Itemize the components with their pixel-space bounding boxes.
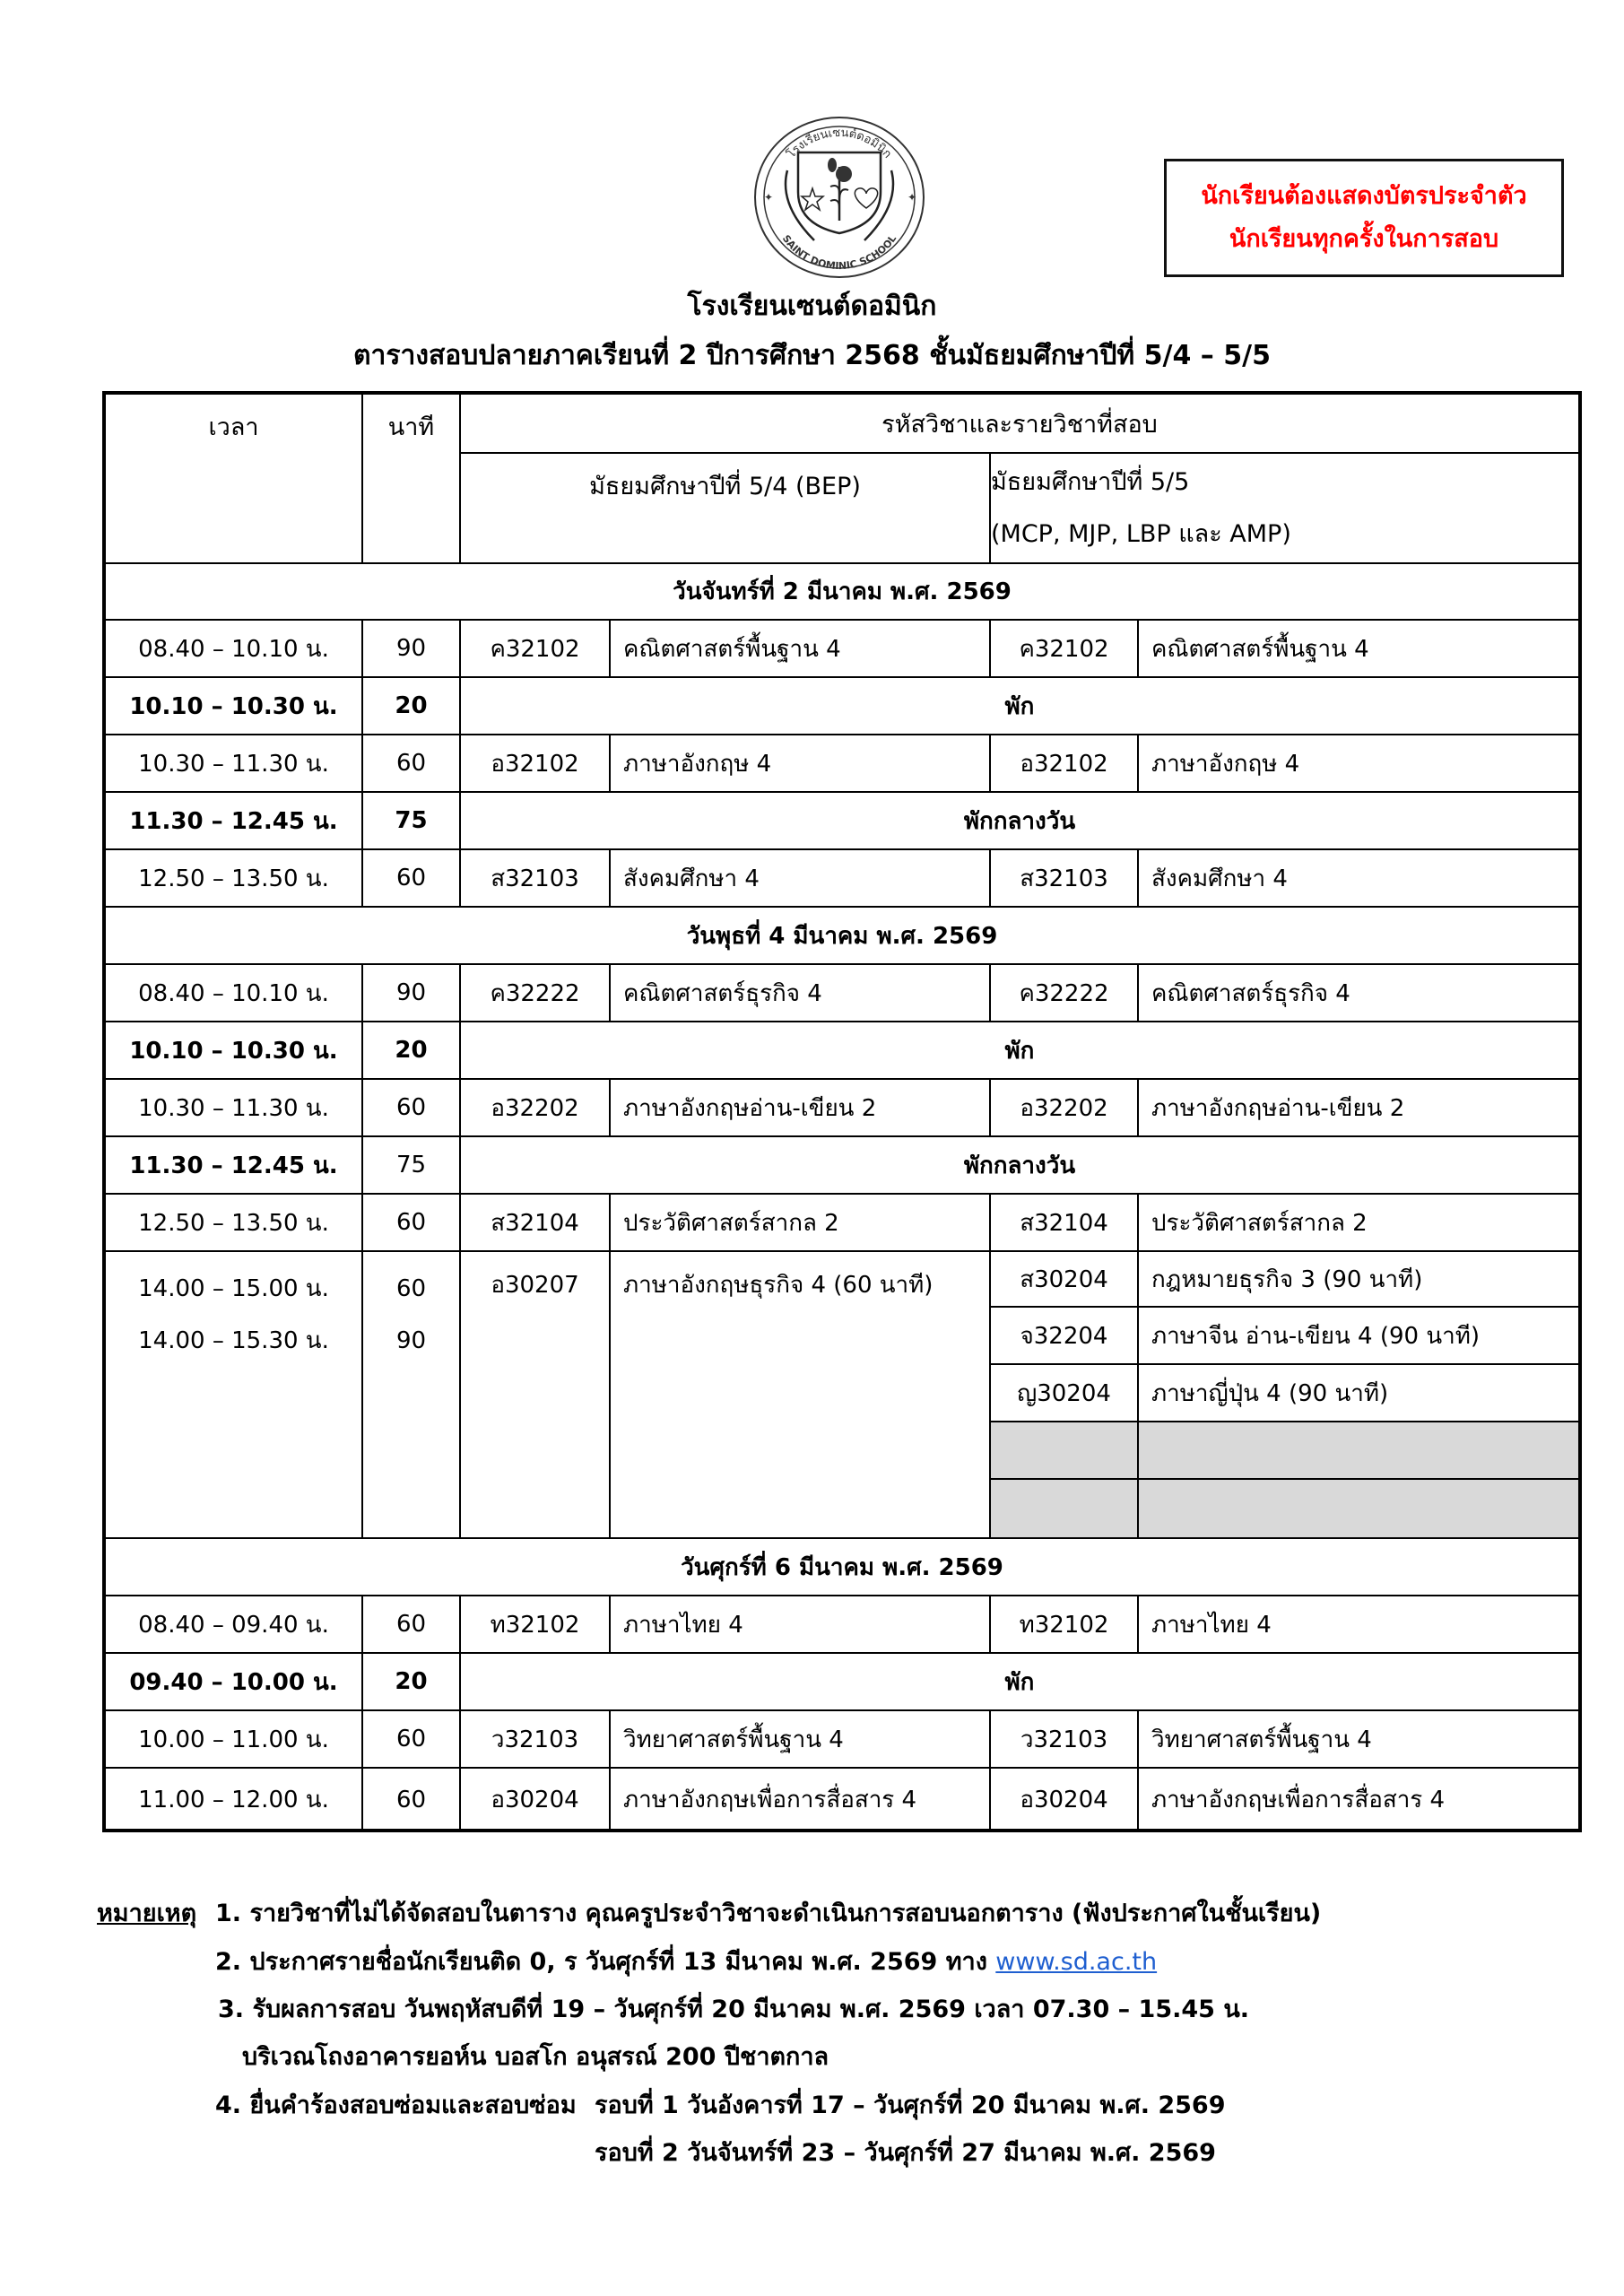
day-header-wednesday: วันพุธที่ 4 มีนาคม พ.ศ. 2569	[104, 906, 1580, 965]
empty-code-cell	[989, 1478, 1139, 1539]
time-cell: 12.50 – 13.50 น.	[104, 1193, 363, 1252]
column-header-subjects: รหัสวิชาและรายวิชาที่สอบ	[459, 393, 1580, 454]
column-header-minutes: นาที	[361, 393, 461, 564]
group-a-subject: ประวัติศาสตร์สากล 2	[609, 1193, 991, 1252]
note-4-label: 4. ยื่นคำร้องสอบซ่อมและสอบซ่อม	[215, 2092, 577, 2119]
time-cell	[104, 1250, 363, 1539]
time-cell: 10.10 – 10.30 น.	[104, 1021, 363, 1080]
time-cell: 10.00 – 11.00 น.	[104, 1709, 363, 1769]
minutes-cell: 60	[361, 1767, 461, 1832]
note-2	[215, 1942, 1157, 1980]
minutes-cell: 60	[361, 848, 461, 908]
minutes-90: 90	[395, 1327, 427, 1354]
time-cell: 10.10 – 10.30 น.	[104, 676, 363, 735]
column-header-group-a: มัธยมศึกษาปีที่ 5/4 (BEP)	[459, 452, 991, 564]
minutes-cell: 20	[361, 1021, 461, 1080]
svg-text:โรงเรียนเซนต์ดอมินิก: โรงเรียนเซนต์ดอมินิก	[785, 126, 894, 161]
break-label: พักกลางวัน	[459, 1135, 1580, 1195]
minutes-cell: 20	[361, 1652, 461, 1711]
group-b-subject: ภาษาอังกฤษ 4	[1137, 734, 1580, 793]
notice-line-1: นักเรียนต้องแสดงบัตรประจำตัว	[1201, 182, 1527, 210]
minutes-cell: 75	[361, 791, 461, 850]
group-a-subject: ภาษาอังกฤษเพื่อการสื่อสาร 4	[609, 1767, 991, 1832]
day-header-friday: วันศุกร์ที่ 6 มีนาคม พ.ศ. 2569	[104, 1537, 1580, 1596]
group-a-subject: ภาษาไทย 4	[609, 1595, 991, 1654]
empty-subject-cell	[1137, 1478, 1580, 1539]
group-a-code: ค32222	[459, 963, 611, 1022]
minutes-cell: 60	[361, 1193, 461, 1252]
group-a-code: อ32202	[459, 1078, 611, 1137]
group-b-subject: ภาษาจีน อ่าน-เขียน 4 (90 นาที)	[1137, 1306, 1580, 1365]
minutes-cell	[361, 1250, 461, 1539]
group-b-code: จ32204	[989, 1306, 1139, 1365]
time-cell: 10.30 – 11.30 น.	[104, 1078, 363, 1137]
school-name: โรงเรียนเซนต์ดอมินิก	[687, 291, 937, 322]
empty-subject-cell	[1137, 1421, 1580, 1480]
note-2-text: 2. ประกาศรายชื่อนักเรียนติด 0, ร วันศุกร์ที่ 13 มีนาคม พ.ศ. 2569 ทาง	[215, 1948, 987, 1976]
minutes-cell: 60	[361, 1709, 461, 1769]
group-b-subject: ภาษาอังกฤษอ่าน-เขียน 2	[1137, 1078, 1580, 1137]
group-a-code: ส32104	[459, 1193, 611, 1252]
group-a-subject: ภาษาอังกฤษ 4	[609, 734, 991, 793]
group-a-code: อ30207	[459, 1250, 611, 1539]
group-b-subject: กฎหมายธุรกิจ 3 (90 นาที)	[1137, 1250, 1580, 1308]
group-b-code: ท32102	[989, 1595, 1139, 1654]
time-cell: 11.30 – 12.45 น.	[104, 791, 363, 850]
note-4-round-1: รอบที่ 1 วันอังคารที่ 17 – วันศุกร์ที่ 20 มีนาคม พ.ศ. 2569	[595, 2092, 1226, 2119]
group-a-code: ส32103	[459, 848, 611, 908]
break-label: พัก	[459, 676, 1580, 735]
group-b-code: ค32222	[989, 963, 1139, 1022]
group-b-code: อ32102	[989, 734, 1139, 793]
svg-text:✦: ✦	[764, 191, 774, 204]
notice-line-2: นักเรียนทุกครั้งในการสอบ	[1229, 225, 1499, 253]
group-b-code: อ30204	[989, 1767, 1139, 1832]
group-a-code: ค32102	[459, 619, 611, 678]
group-b-subject: คณิตศาสตร์ธุรกิจ 4	[1137, 963, 1580, 1022]
note-3-line-2: บริเวณโถงอาคารยอห์น บอสโก อนุสรณ์ 200 ปีชาตกาล	[242, 2043, 829, 2071]
svg-text:SAINT DOMINIC SCHOOL: SAINT DOMINIC SCHOOL	[779, 232, 899, 273]
group-a-code: อ30204	[459, 1767, 611, 1832]
group-a-subject: ภาษาอังกฤษอ่าน-เขียน 2	[609, 1078, 991, 1137]
time-cell: 11.30 – 12.45 น.	[104, 1135, 363, 1195]
svg-text:✦: ✦	[908, 191, 917, 204]
group-b-code: ส32104	[989, 1193, 1139, 1252]
minutes-cell: 60	[361, 734, 461, 793]
note-3-line-1: 3. รับผลการสอบ วันพฤหัสบดีที่ 19 – วันศุกร์ที่ 20 มีนาคม พ.ศ. 2569 เวลา 07.30 – 15.45 น.	[218, 1996, 1250, 2023]
minutes-cell: 90	[361, 619, 461, 678]
notes-label: หมายเหตุ	[97, 1900, 197, 1927]
break-label: พักกลางวัน	[459, 791, 1580, 850]
minutes-cell: 75	[361, 1135, 461, 1195]
group-b-subject: ภาษาญี่ปุ่น 4 (90 นาที)	[1137, 1363, 1580, 1422]
group-a-code: อ32102	[459, 734, 611, 793]
group-a-subject: วิทยาศาสตร์พื้นฐาน 4	[609, 1709, 991, 1769]
group-a-subject: ภาษาอังกฤษธุรกิจ 4 (60 นาที)	[609, 1250, 991, 1539]
empty-code-cell	[989, 1421, 1139, 1480]
column-header-group-b	[989, 452, 1580, 564]
minutes-cell: 20	[361, 676, 461, 735]
time-cell: 11.00 – 12.00 น.	[104, 1767, 363, 1832]
group-b-code: ส32103	[989, 848, 1139, 908]
group-b-code: ญ30204	[989, 1363, 1139, 1422]
group-b-title: มัธยมศึกษาปีที่ 5/5	[991, 467, 1190, 496]
minutes-cell: 90	[361, 963, 461, 1022]
document-title: ตารางสอบปลายภาคเรียนที่ 2 ปีการศึกษา 2568 ชั้นมัธยมศึกษาปีที่ 5/4 – 5/5	[353, 340, 1271, 371]
group-b-programs: (MCP, MJP, LBP และ AMP)	[991, 519, 1291, 548]
group-b-code: ว32103	[989, 1709, 1139, 1769]
minutes-cell: 60	[361, 1078, 461, 1137]
time-cell: 08.40 – 09.40 น.	[104, 1595, 363, 1654]
column-header-time: เวลา	[104, 393, 363, 564]
note-1: 1. รายวิชาที่ไม่ได้จัดสอบในตาราง คุณครูประจำวิชาจะดำเนินการสอบนอกตาราง (ฟังประกาศในชั้นเรียน)	[215, 1900, 1322, 1927]
group-a-code: ท32102	[459, 1595, 611, 1654]
group-b-subject: ภาษาไทย 4	[1137, 1595, 1580, 1654]
day-header-monday: วันจันทร์ที่ 2 มีนาคม พ.ศ. 2569	[104, 562, 1580, 621]
time-60: 14.00 – 15.00 น.	[138, 1275, 329, 1302]
time-cell: 09.40 – 10.00 น.	[104, 1652, 363, 1711]
group-b-code: ส30204	[989, 1250, 1139, 1308]
group-b-code: อ32202	[989, 1078, 1139, 1137]
time-cell: 08.40 – 10.10 น.	[104, 963, 363, 1022]
minutes-cell: 60	[361, 1595, 461, 1654]
id-card-notice-box	[1164, 159, 1564, 277]
time-cell: 10.30 – 11.30 น.	[104, 734, 363, 793]
minutes-60: 60	[395, 1275, 427, 1302]
break-label: พัก	[459, 1021, 1580, 1080]
group-b-subject: คณิตศาสตร์พื้นฐาน 4	[1137, 619, 1580, 678]
time-cell: 08.40 – 10.10 น.	[104, 619, 363, 678]
group-b-subject: วิทยาศาสตร์พื้นฐาน 4	[1137, 1709, 1580, 1769]
school-crest-icon	[751, 115, 927, 280]
group-a-subject: คณิตศาสตร์ธุรกิจ 4	[609, 963, 991, 1022]
group-b-subject: ประวัติศาสตร์สากล 2	[1137, 1193, 1580, 1252]
time-cell: 12.50 – 13.50 น.	[104, 848, 363, 908]
group-b-subject: ภาษาอังกฤษเพื่อการสื่อสาร 4	[1137, 1767, 1580, 1832]
group-b-code: ค32102	[989, 619, 1139, 678]
time-90: 14.00 – 15.30 น.	[138, 1327, 329, 1354]
group-a-code: ว32103	[459, 1709, 611, 1769]
note-4-round-2: รอบที่ 2 วันจันทร์ที่ 23 – วันศุกร์ที่ 27 มีนาคม พ.ศ. 2569	[595, 2139, 1216, 2167]
group-a-subject: คณิตศาสตร์พื้นฐาน 4	[609, 619, 991, 678]
group-a-subject: สังคมศึกษา 4	[609, 848, 991, 908]
group-b-subject: สังคมศึกษา 4	[1137, 848, 1580, 908]
school-website-link[interactable]: www.sd.ac.th	[995, 1948, 1158, 1976]
break-label: พัก	[459, 1652, 1580, 1711]
